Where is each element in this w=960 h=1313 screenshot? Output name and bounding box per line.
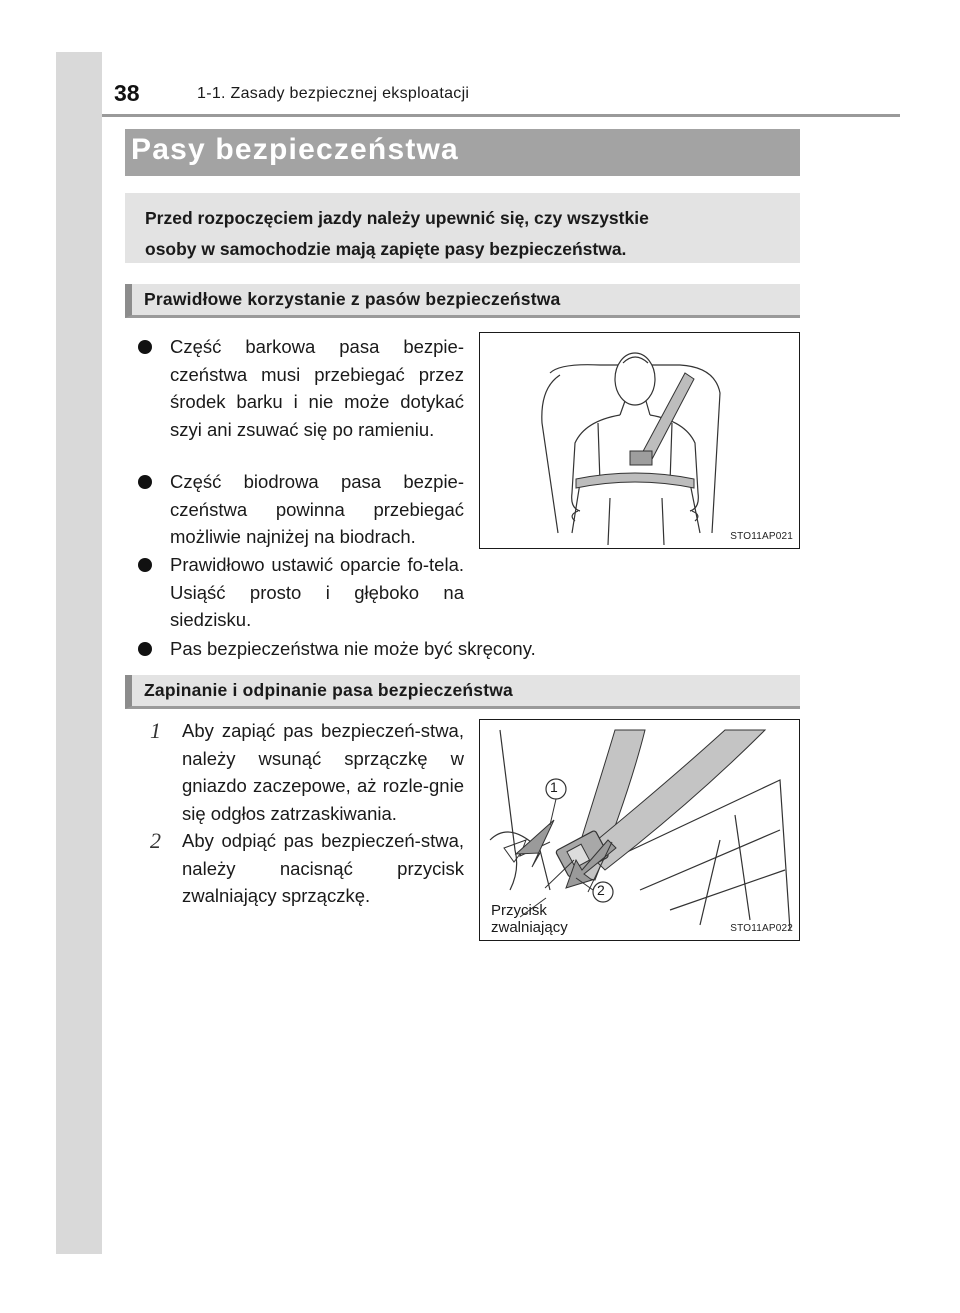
side-tab-strip [56, 52, 102, 1254]
bullet-text: Część barkowa pasa bezpie-czeństwa musi przebiegać przez środek barku i nie może dotykać szyi ani zsuwać się po ramieniu. [170, 336, 464, 440]
intro-box [125, 193, 800, 263]
seated-driver-illustration [479, 332, 800, 549]
bullet-icon [138, 642, 152, 656]
subsection-header-fastening [125, 675, 800, 709]
step-text: Aby zapiąć pas bezpieczeń-stwa, należy wsunąć sprzączkę w gniazdo zaczepowe, aż rozle-gnie się odgłos zatrzaskiwania. [182, 720, 464, 824]
seatbelt-posture-drawing [480, 333, 800, 549]
release-label-line-1: Przycisk [491, 902, 547, 919]
subsection-header-usage [125, 284, 800, 318]
figure-code: STO11AP022 [730, 923, 793, 934]
step-item [150, 827, 464, 910]
step-number: 2 [150, 828, 161, 853]
bullet-item [138, 333, 464, 443]
subsection-title: Zapinanie i odpinanie pasa bezpieczeństwa [144, 680, 513, 700]
bullet-icon [138, 475, 152, 489]
step-number: 1 [150, 718, 161, 743]
callout-2-label: 2 [597, 882, 605, 898]
step-text: Aby odpiąć pas bezpieczeń-stwa, należy nacisnąć przycisk zwalniający sprzączkę. [182, 830, 464, 906]
header-divider [102, 114, 900, 117]
bullet-icon [138, 340, 152, 354]
buckle-illustration [479, 719, 800, 941]
step-item [150, 717, 464, 827]
callout-1-label: 1 [550, 779, 558, 795]
section-title: Pasy bezpieczeństwa [131, 133, 459, 166]
release-button-label [491, 902, 568, 936]
release-label-line-2: zwalniający [491, 919, 568, 936]
intro-line-1: Przed rozpoczęciem jazdy należy upewnić się, czy wszystkie [145, 208, 649, 228]
intro-line-2: osoby w samochodzie mają zapięte pasy bezpieczeństwa. [145, 239, 627, 259]
bullet-item [138, 468, 464, 551]
bullet-text: Część biodrowa pasa bezpie-czeństwa powinna przebiegać możliwie najniżej na biodrach. [170, 471, 464, 547]
page-number: 38 [114, 80, 140, 106]
figure-code: STO11AP021 [730, 531, 793, 542]
bullet-text: Pas bezpieczeństwa nie może być skręcony. [170, 638, 536, 659]
bullet-item [138, 635, 698, 663]
bullet-text: Prawidłowo ustawić oparcie fo-tela. Usiąść prosto i głęboko na siedzisku. [170, 554, 464, 630]
subsection-title: Prawidłowe korzystanie z pasów bezpieczeństwa [144, 289, 561, 309]
bullet-icon [138, 558, 152, 572]
bullet-item [138, 551, 464, 634]
chapter-title: 1-1. Zasady bezpiecznej eksploatacji [197, 85, 470, 102]
